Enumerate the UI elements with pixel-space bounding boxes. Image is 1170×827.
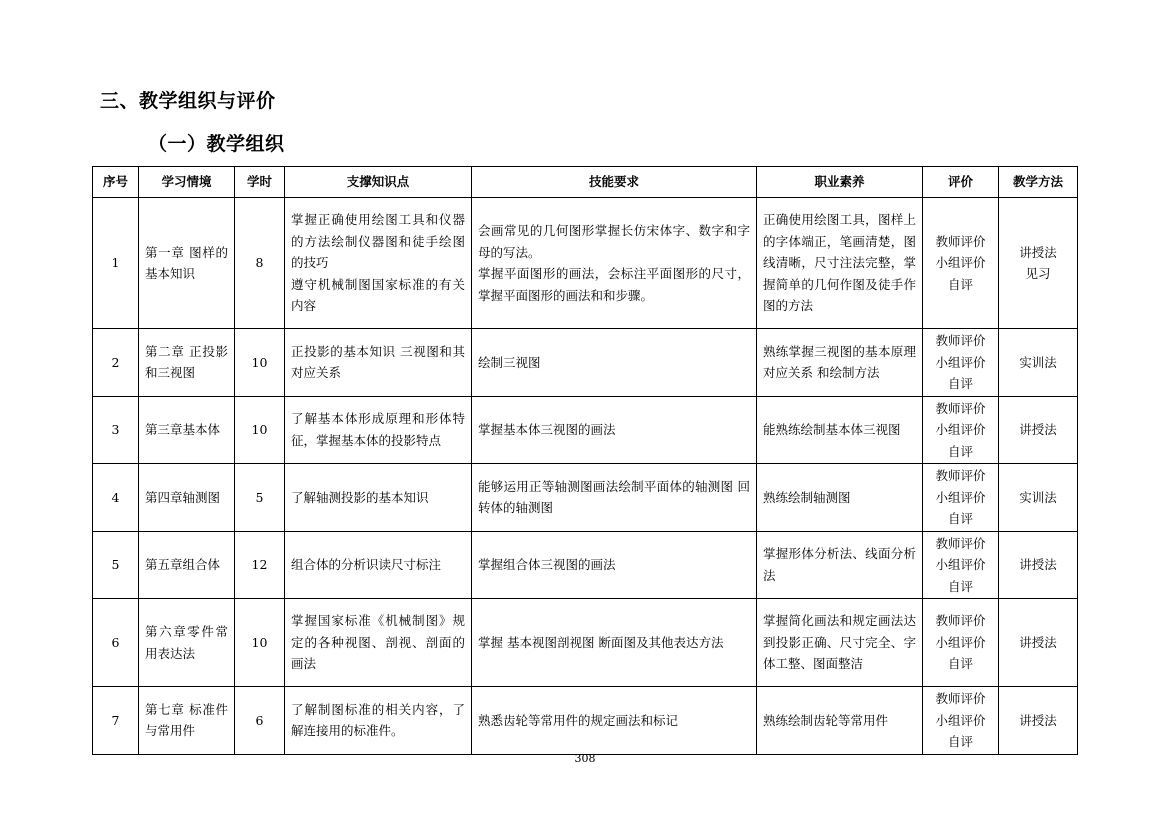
header-knowledge: 支撑知识点 — [285, 167, 472, 198]
cell-knowledge: 了解制图标准的相关内容，了解连接用的标准件。 — [285, 687, 472, 755]
table-row — [93, 531, 1078, 599]
cell-skills: 能够运用正等轴测图画法绘制平面体的轴测图 回转体的轴测图 — [472, 464, 757, 532]
page-number: 308 — [574, 752, 596, 765]
cell-quality: 熟练掌握三视图的基本原理 对应关系 和绘制方法 — [757, 329, 923, 397]
table-row — [93, 329, 1078, 397]
cell-hours: 12 — [235, 531, 285, 599]
cell-no: 2 — [93, 329, 139, 397]
header-skills: 技能要求 — [472, 167, 757, 198]
cell-situation: 第六章零件常用表达法 — [139, 599, 235, 687]
cell-method: 讲授法 — [999, 599, 1078, 687]
subsection-title: （一）教学组织 — [148, 133, 285, 155]
section-title: 三、教学组织与评价 — [100, 90, 276, 112]
header-evaluation: 评价 — [923, 167, 999, 198]
cell-method: 讲授法 — [999, 687, 1078, 755]
cell-knowledge: 了解基本体形成原理和形体特征，掌握基本体的投影特点 — [285, 396, 472, 464]
table-row — [93, 198, 1078, 329]
header-method: 教学方法 — [999, 167, 1078, 198]
cell-quality: 熟练绘制轴测图 — [757, 464, 923, 532]
cell-evaluation: 教师评价 小组评价 自评 — [923, 531, 999, 599]
table-row — [93, 464, 1078, 532]
cell-evaluation: 教师评价 小组评价 自评 — [923, 396, 999, 464]
cell-knowledge: 了解轴测投影的基本知识 — [285, 464, 472, 532]
cell-quality: 熟练绘制齿轮等常用件 — [757, 687, 923, 755]
cell-hours: 6 — [235, 687, 285, 755]
cell-evaluation: 教师评价 小组评价 自评 — [923, 687, 999, 755]
header-quality: 职业素养 — [757, 167, 923, 198]
cell-situation: 第四章轴测图 — [139, 464, 235, 532]
cell-quality: 掌握形体分析法、线面分析法 — [757, 531, 923, 599]
cell-skills: 掌握组合体三视图的画法 — [472, 531, 757, 599]
cell-knowledge: 组合体的分析识读尺寸标注 — [285, 531, 472, 599]
table-header-row — [93, 167, 1078, 198]
cell-method: 实训法 — [999, 464, 1078, 532]
cell-evaluation: 教师评价 小组评价 自评 — [923, 198, 999, 329]
cell-hours: 10 — [235, 599, 285, 687]
cell-no: 3 — [93, 396, 139, 464]
cell-situation: 第二章 正投影和三视图 — [139, 329, 235, 397]
cell-situation: 第五章组合体 — [139, 531, 235, 599]
header-hours: 学时 — [235, 167, 285, 198]
cell-situation: 第三章基本体 — [139, 396, 235, 464]
cell-evaluation: 教师评价 小组评价 自评 — [923, 464, 999, 532]
cell-hours: 10 — [235, 329, 285, 397]
cell-knowledge: 掌握国家标准《机械制图》规定的各种视图、剖视、剖面的画法 — [285, 599, 472, 687]
cell-knowledge: 正投影的基本知识 三视图和其对应关系 — [285, 329, 472, 397]
cell-situation: 第一章 图样的基本知识 — [139, 198, 235, 329]
cell-evaluation: 教师评价 小组评价 自评 — [923, 329, 999, 397]
table-row — [93, 599, 1078, 687]
cell-method: 讲授法 见习 — [999, 198, 1078, 329]
cell-hours: 5 — [235, 464, 285, 532]
cell-no: 5 — [93, 531, 139, 599]
cell-hours: 8 — [235, 198, 285, 329]
cell-quality: 能熟练绘制基本体三视图 — [757, 396, 923, 464]
cell-method: 实训法 — [999, 329, 1078, 397]
cell-skills: 掌握 基本视图剖视图 断面图及其他表达方法 — [472, 599, 757, 687]
table-row — [93, 687, 1078, 755]
cell-no: 6 — [93, 599, 139, 687]
cell-situation: 第七章 标准件与常用件 — [139, 687, 235, 755]
cell-method: 讲授法 — [999, 396, 1078, 464]
cell-hours: 10 — [235, 396, 285, 464]
cell-no: 1 — [93, 198, 139, 329]
cell-knowledge: 掌握正确使用绘图工具和仪器的方法绘制仪器图和徒手绘图的技巧 遵守机械制图国家标准的有关内容 — [285, 198, 472, 329]
cell-quality: 掌握简化画法和规定画法达到投影正确、尺寸完全、字体工整、图面整洁 — [757, 599, 923, 687]
cell-skills: 掌握基本体三视图的画法 — [472, 396, 757, 464]
cell-no: 7 — [93, 687, 139, 755]
cell-no: 4 — [93, 464, 139, 532]
table-row — [93, 396, 1078, 464]
teaching-organization-table — [92, 166, 1078, 755]
cell-skills: 绘制三视图 — [472, 329, 757, 397]
cell-skills: 会画常见的几何图形掌握长仿宋体字、数字和字母的写法。 掌握平面图形的画法，会标注平面图形的尺寸，掌握平面图形的画法和和步骤。 — [472, 198, 757, 329]
cell-skills: 熟悉齿轮等常用件的规定画法和标记 — [472, 687, 757, 755]
header-no: 序号 — [93, 167, 139, 198]
cell-evaluation: 教师评价 小组评价 自评 — [923, 599, 999, 687]
cell-quality: 正确使用绘图工具，图样上的字体端正，笔画清楚，图线清晰，尺寸注法完整，掌握简单的几何作图及徒手作图的方法 — [757, 198, 923, 329]
cell-method: 讲授法 — [999, 531, 1078, 599]
header-situation: 学习情境 — [139, 167, 235, 198]
